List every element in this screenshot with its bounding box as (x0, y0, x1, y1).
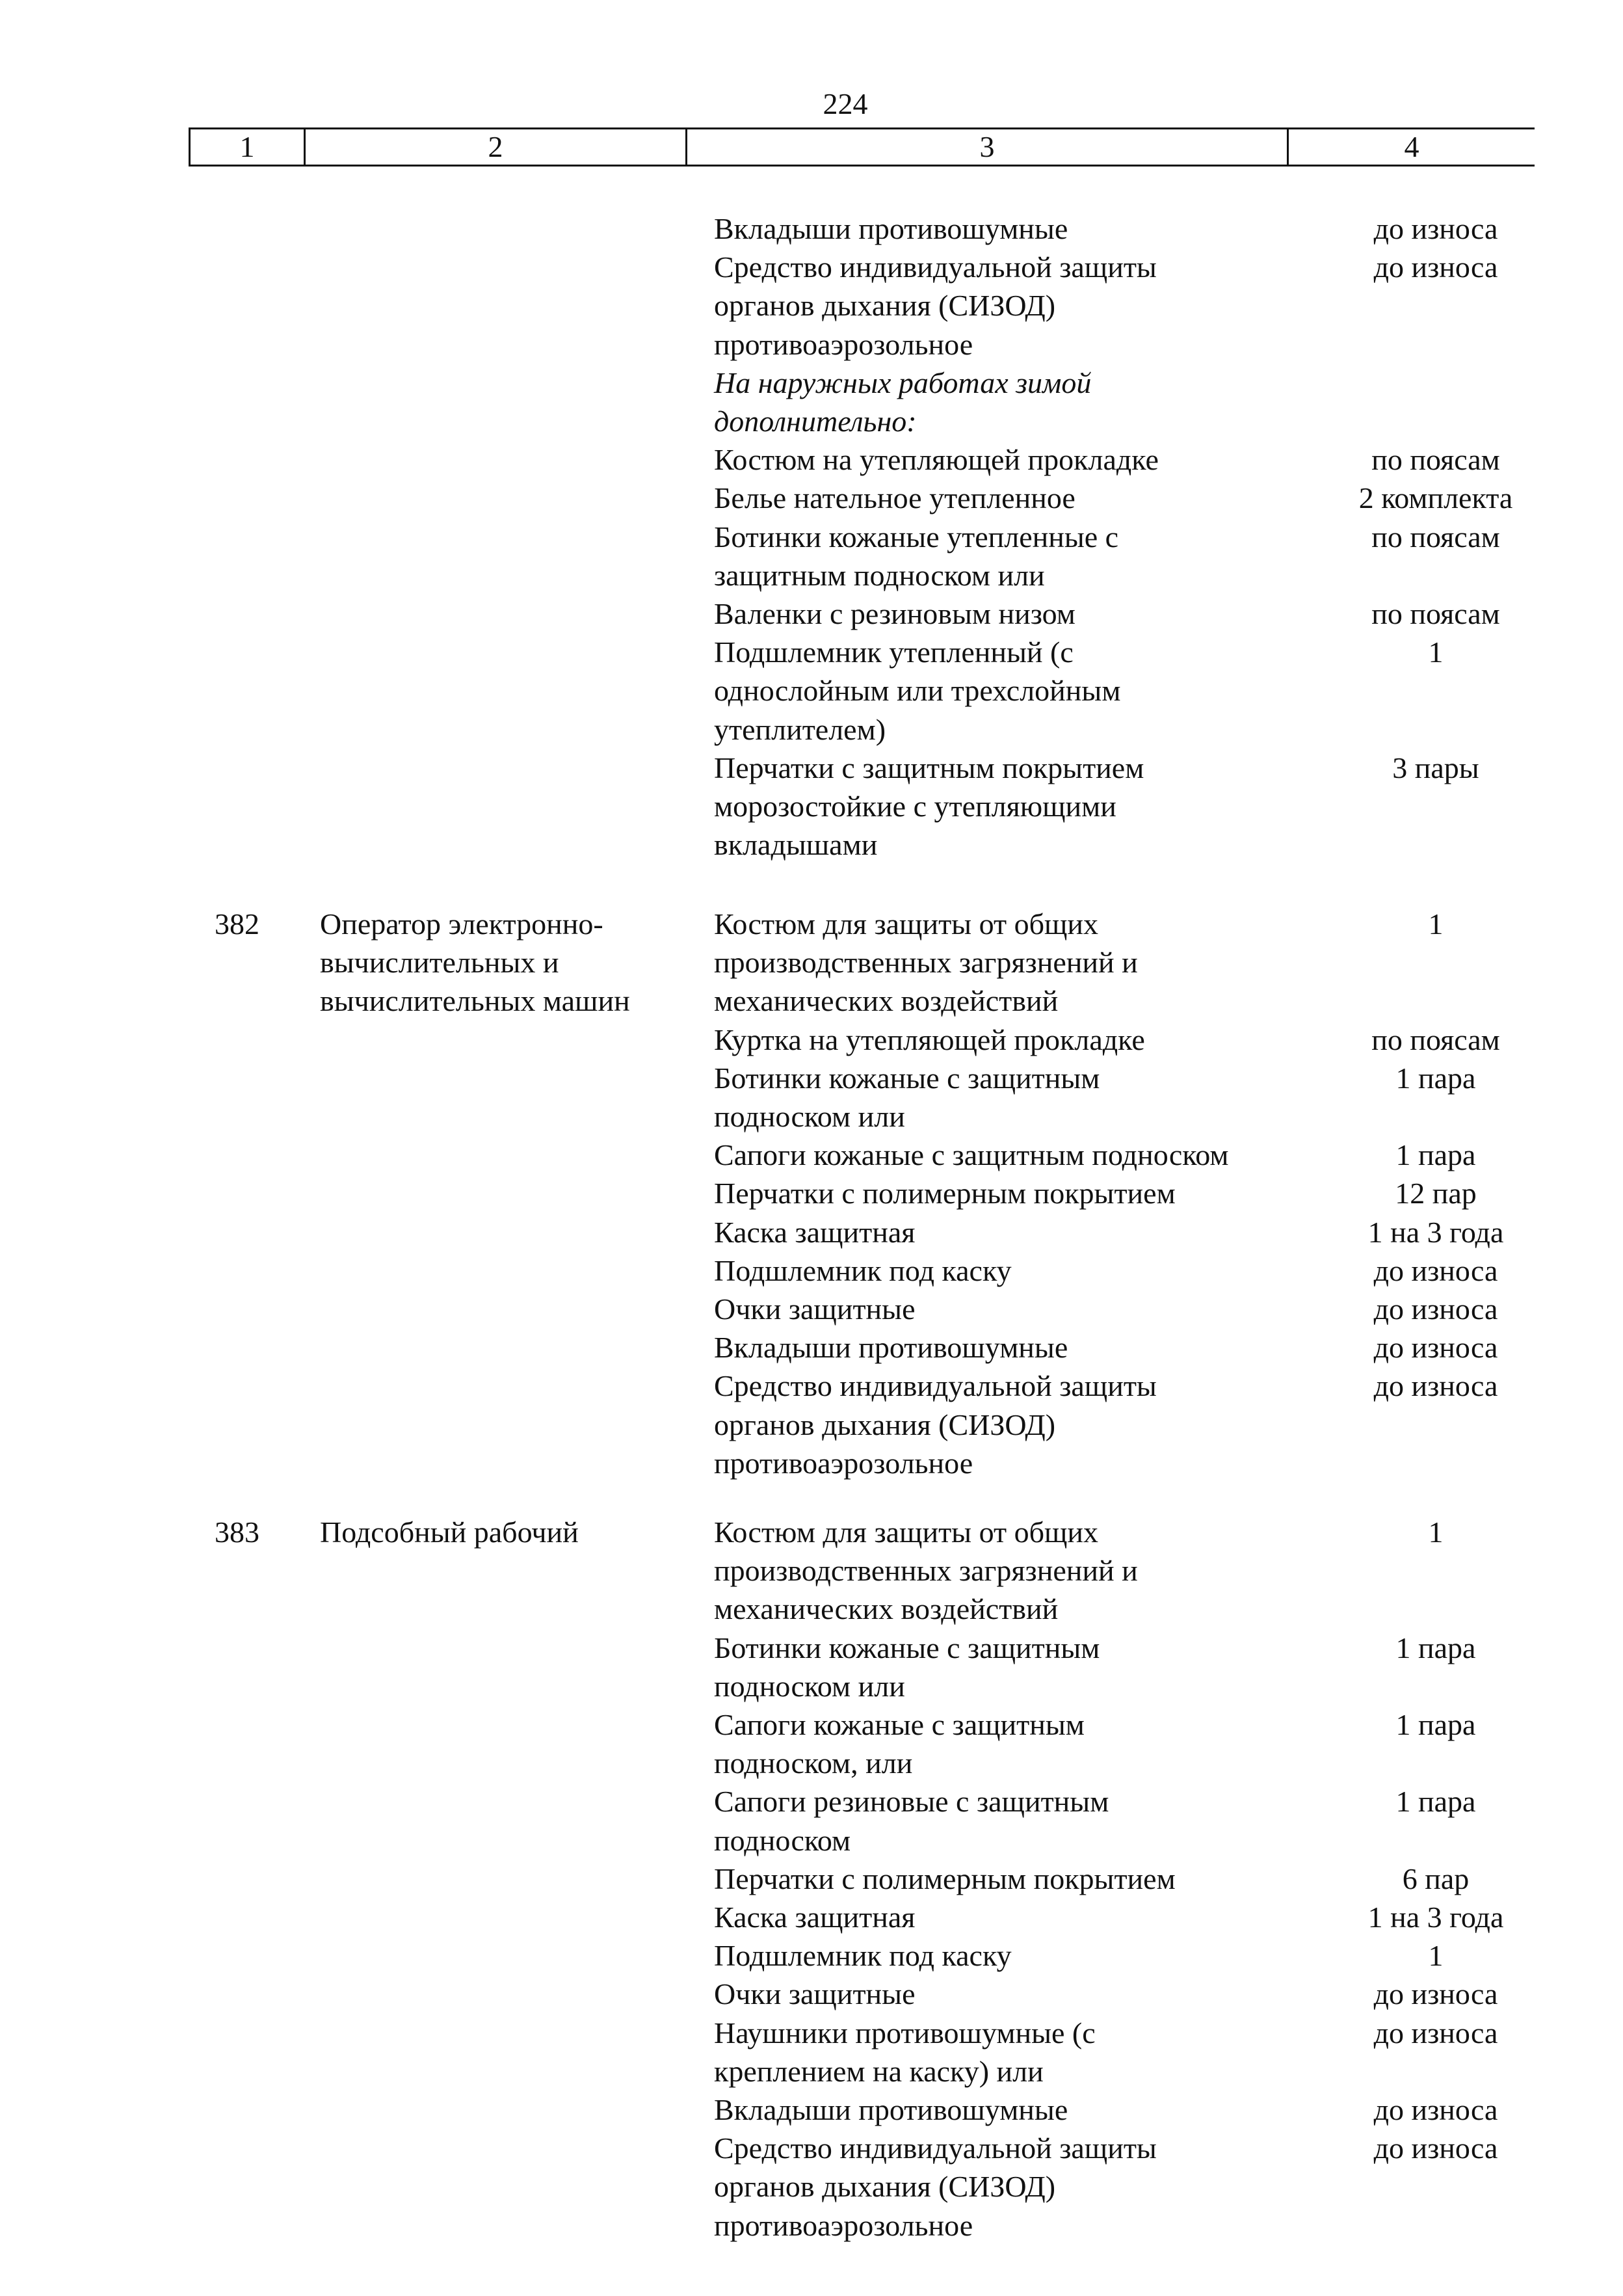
ppe-item (714, 1328, 1553, 1367)
ppe-item-norm: по поясам (1371, 597, 1500, 631)
continued-item-list (714, 209, 1553, 864)
ppe-item-name (714, 1174, 1299, 1212)
ppe-item-name-line: утеплителем) (714, 712, 886, 746)
ppe-item-name (714, 1898, 1299, 1936)
ppe-item-norm: 6 пар (1402, 1862, 1470, 1895)
ppe-item (714, 1513, 1553, 1629)
ppe-item-name (714, 1629, 1299, 1705)
ppe-item-name-line: Ботинки кожаные с защитным (714, 1631, 1100, 1664)
ppe-item-name-line: противоаэрозольное (714, 2208, 973, 2242)
ppe-item-norm: 1 (1428, 907, 1444, 941)
ppe-item-name (714, 1290, 1299, 1328)
ppe-item-name (714, 749, 1299, 864)
ppe-item-name-line: Вкладыши противошумные (714, 2093, 1068, 2127)
ppe-item-name-line: Перчатки с полимерным покрытием (714, 1862, 1176, 1895)
ppe-item (714, 479, 1553, 517)
ppe-item-norm: до износа (1373, 1369, 1498, 1403)
ppe-item-name (714, 364, 1299, 440)
ppe-item-name-line: Средство индивидуальной защиты (714, 250, 1157, 284)
ppe-item-name-line: Костюм для защиты от общих (714, 907, 1099, 941)
ppe-item-name-line: органов дыхания (СИЗОД) (714, 1408, 1056, 1441)
ppe-item-name (714, 1251, 1299, 1290)
ppe-item-name-line: Сапоги кожаные с защитным (714, 1708, 1085, 1742)
ppe-item (714, 1174, 1553, 1212)
ppe-item-name-line: Валенки с резиновым низом (714, 597, 1075, 631)
ppe-item-name (714, 479, 1299, 517)
ppe-item-name-line: креплением на каску) или (714, 2054, 1044, 2088)
ppe-item (714, 749, 1553, 864)
ppe-item-norm: до износа (1373, 1331, 1498, 1365)
ppe-item-norm: до износа (1373, 1977, 1498, 2011)
ppe-item-name (714, 1136, 1299, 1174)
ppe-item-name-line: Подшлемник под каску (714, 1939, 1012, 1973)
ppe-item-name-line: Белье нательное утепленное (714, 481, 1075, 515)
ppe-item-name (714, 1021, 1299, 1059)
ppe-item-name-line: Перчатки с полимерным покрытием (714, 1177, 1176, 1210)
entry-profession-line: вычислительных машин (320, 984, 630, 1018)
ppe-item-name (714, 1213, 1299, 1251)
ppe-item-name-line: Вкладыши противошумные (714, 212, 1068, 245)
ppe-item-name-line: механических воздействий (714, 1592, 1059, 1626)
ppe-item-norm: 1 (1428, 1939, 1444, 1973)
ppe-item-name-line: подноском или (714, 1100, 905, 1134)
entry-number: 382 (215, 907, 259, 941)
ppe-item (714, 1213, 1553, 1251)
ppe-item (714, 1629, 1553, 1705)
ppe-item-name (714, 1059, 1299, 1136)
ppe-item-name (714, 1705, 1299, 1782)
ppe-item-norm: до износа (1373, 212, 1498, 245)
ppe-item (714, 1705, 1553, 1782)
ppe-item (714, 905, 1553, 1021)
header-col-4: 4 (1404, 130, 1419, 163)
ppe-item-norm: до износа (1373, 1292, 1498, 1326)
header-col-2: 2 (306, 129, 687, 165)
ppe-item-name (714, 594, 1299, 633)
ppe-item-norm: 3 пары (1392, 751, 1479, 784)
ppe-item-name-line: Вкладыши противошумные (714, 1331, 1068, 1365)
ppe-item-name-line: Костюм на утепляющей прокладке (714, 443, 1159, 477)
ppe-item (714, 1898, 1553, 1936)
ppe-item-norm: 2 комплекта (1358, 481, 1513, 515)
ppe-item-name (714, 1513, 1299, 1629)
ppe-item-name-line: Сапоги кожаные с защитным подноском (714, 1138, 1229, 1172)
entry-profession-line: Подсобный рабочий (320, 1515, 579, 1549)
entry-profession-line: вычислительных и (320, 946, 559, 980)
ppe-item-norm: 1 (1428, 1515, 1444, 1549)
ppe-item (714, 1936, 1553, 1975)
ppe-item-norm: до износа (1373, 250, 1498, 284)
ppe-item-name (714, 1975, 1299, 2013)
ppe-item-name-line: подноском или (714, 1669, 905, 1703)
ppe-item-name-line: Средство индивидуальной защиты (714, 2131, 1157, 2165)
ppe-item-norm: по поясам (1371, 520, 1500, 554)
ppe-item-norm: 1 пара (1395, 1785, 1476, 1819)
entry-item-list (714, 905, 1553, 1482)
ppe-item (714, 1290, 1553, 1328)
ppe-item-name (714, 440, 1299, 479)
ppe-item-name-line: органов дыхания (СИЗОД) (714, 2170, 1056, 2204)
ppe-item-name (714, 518, 1299, 594)
ppe-item-name (714, 1328, 1299, 1367)
ppe-item (714, 2090, 1553, 2129)
ppe-item-name-line: механических воздействий (714, 984, 1059, 1018)
ppe-item-name-line: Подшлемник утепленный (с (714, 635, 1074, 669)
ppe-item-name-line: подноском (714, 1823, 851, 1857)
ppe-item-name-line: противоаэрозольное (714, 327, 973, 361)
ppe-item-name-line: дополнительно: (714, 405, 917, 438)
ppe-item-name-line: морозостойкие с утепляющими (714, 790, 1116, 823)
ppe-item-norm: до износа (1373, 2016, 1498, 2049)
ppe-item-norm: 1 пара (1395, 1138, 1476, 1172)
ppe-item-norm: 1 на 3 года (1367, 1215, 1504, 1249)
ppe-item-name-line: Костюм для защиты от общих (714, 1515, 1099, 1549)
ppe-item-norm: до износа (1373, 2131, 1498, 2165)
ppe-item-name (714, 633, 1299, 749)
ppe-item-name-line: Сапоги резиновые с защитным (714, 1785, 1109, 1819)
ppe-item-name (714, 1782, 1299, 1859)
ppe-item (714, 1021, 1553, 1059)
ppe-item-norm: 1 пара (1395, 1708, 1476, 1742)
ppe-item-name-line: На наружных работах зимой (714, 366, 1092, 399)
ppe-item (714, 1860, 1553, 1898)
ppe-item (714, 594, 1553, 633)
ppe-item (714, 440, 1553, 479)
table-header (189, 127, 1535, 167)
ppe-item-name (714, 2090, 1299, 2129)
entry-profession (320, 1513, 684, 1551)
ppe-item-norm: 1 (1428, 635, 1444, 669)
ppe-item-norm: 1 пара (1395, 1631, 1476, 1664)
ppe-item (714, 1367, 1553, 1482)
ppe-item (714, 1136, 1553, 1174)
ppe-item (714, 1975, 1553, 2013)
ppe-item-name (714, 2014, 1299, 2090)
ppe-item-name (714, 905, 1299, 1021)
ppe-item-name-line: производственных загрязнений и (714, 946, 1138, 980)
ppe-item-norm: 1 на 3 года (1367, 1901, 1504, 1934)
ppe-item-name-line: Ботинки кожаные утепленные с (714, 520, 1119, 554)
ppe-item-norm: 12 пар (1395, 1177, 1477, 1210)
ppe-item-name-line: Каска защитная (714, 1901, 916, 1934)
ppe-item-name (714, 1367, 1299, 1482)
ppe-item-name-line: Ботинки кожаные с защитным (714, 1061, 1100, 1095)
header-col-1: 1 (189, 129, 306, 165)
ppe-item (714, 1782, 1553, 1859)
ppe-item-name-line: Средство индивидуальной защиты (714, 1369, 1157, 1403)
entry-profession (320, 905, 684, 1021)
ppe-item-name (714, 1860, 1299, 1898)
ppe-item-name-line: Очки защитные (714, 1292, 916, 1326)
ppe-item-name-line: Очки защитные (714, 1977, 916, 2011)
ppe-item-name-line: Куртка на утепляющей прокладке (714, 1022, 1145, 1056)
ppe-item-name-line: Подшлемник под каску (714, 1253, 1012, 1287)
ppe-item-name-line: подноском, или (714, 1746, 913, 1780)
ppe-item-name (714, 248, 1299, 364)
ppe-item (714, 364, 1553, 440)
ppe-item-name (714, 2129, 1299, 2245)
page-number: 224 (823, 87, 868, 120)
ppe-item-name-line: Перчатки с защитным покрытием (714, 751, 1144, 784)
ppe-item (714, 209, 1553, 248)
ppe-item-name-line: производственных загрязнений и (714, 1554, 1138, 1588)
entry-number: 383 (215, 1515, 259, 1549)
ppe-item (714, 2129, 1553, 2245)
ppe-item-norm: 1 пара (1395, 1061, 1476, 1095)
ppe-item (714, 1059, 1553, 1136)
ppe-item-name-line: противоаэрозольное (714, 1446, 973, 1480)
entry-profession-line: Оператор электронно- (320, 907, 603, 941)
ppe-item (714, 1251, 1553, 1290)
ppe-item-name-line: однослойным или трехслойным (714, 674, 1121, 708)
ppe-item (714, 248, 1553, 364)
ppe-item-norm: по поясам (1371, 1022, 1500, 1056)
ppe-item-name-line: Каска защитная (714, 1215, 916, 1249)
ppe-item-name-line: вкладышами (714, 828, 878, 862)
ppe-item (714, 633, 1553, 749)
ppe-item-name-line: защитным подноском или (714, 558, 1045, 592)
ppe-item-name (714, 1936, 1299, 1975)
ppe-item-name-line: Наушники противошумные (с (714, 2016, 1096, 2049)
ppe-item (714, 2014, 1553, 2090)
entry-item-list (714, 1513, 1553, 2245)
ppe-item-name (714, 209, 1299, 248)
ppe-item-name-line: органов дыхания (СИЗОД) (714, 289, 1056, 323)
ppe-item-norm: по поясам (1371, 443, 1500, 477)
ppe-item-norm: до износа (1373, 1253, 1498, 1287)
ppe-item-norm: до износа (1373, 2093, 1498, 2127)
header-col-3: 3 (687, 129, 1289, 165)
ppe-item (714, 518, 1553, 594)
